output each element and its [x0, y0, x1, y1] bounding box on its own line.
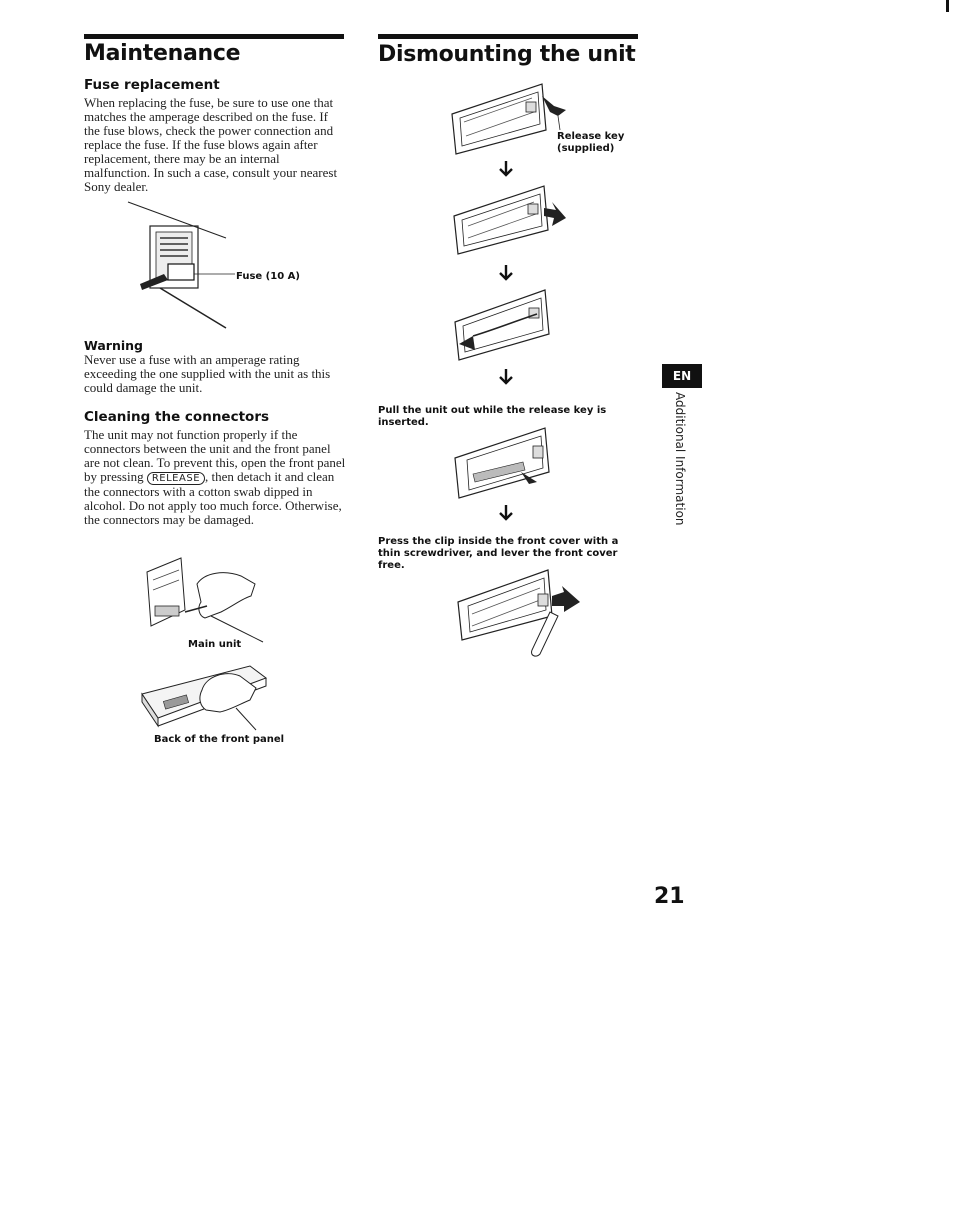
back-panel-caption: Back of the front panel: [154, 734, 285, 745]
dismounting-rule: [378, 34, 638, 39]
language-tab: EN: [662, 364, 702, 388]
fuse-text: When replacing the fuse, be sure to use one that matches the amperage described on the fuse. If the fuse blows, check the power connection and replace the fuse. If the fuse blows again after replacement, there may be an internal malfunction. In such a case, consult your nearest Sony dealer.: [84, 95, 338, 194]
dismounting-title: Dismounting the unit: [378, 42, 636, 67]
release-button-label: RELEASE: [147, 472, 205, 485]
down-arrow-icon: [498, 264, 514, 282]
main-unit-illustration: [145, 550, 270, 642]
unit-keys-inserted-illustration: [452, 180, 570, 256]
warning-heading: Warning: [84, 338, 143, 353]
page-number: 21: [654, 884, 685, 909]
down-arrow-icon: [498, 368, 514, 386]
cleaning-text-after: , then detach it and clean the connectors with a cotton swab dipped in alcohol. Do not apply too much force. Otherwise, the connectors may be damaged.: [84, 469, 342, 527]
cleaning-heading: Cleaning the connectors: [84, 409, 270, 425]
back-panel-illustration: [140, 660, 275, 732]
section-label: Additional Information: [673, 392, 687, 526]
cleaning-text: [84, 428, 346, 527]
warning-text: Never use a fuse with an amperage rating exceeding the one supplied with the unit as this could damage the unit.: [84, 352, 331, 395]
main-unit-caption: Main unit: [188, 639, 242, 650]
down-arrow-icon: [498, 160, 514, 178]
front-cover-screwdriver-illustration: [456, 566, 586, 658]
maintenance-title: Maintenance: [84, 41, 241, 66]
unit-release-key-illustration: [450, 80, 570, 156]
fuse-label: Fuse (10 A): [236, 271, 300, 282]
fuse-heading: Fuse replacement: [84, 77, 220, 93]
down-arrow-icon: [498, 504, 514, 522]
maintenance-rule: [84, 34, 344, 39]
corner-mark: [946, 0, 949, 12]
release-key-label: Release key (supplied): [557, 131, 625, 154]
step-pull-text: Pull the unit out while the release key is inserted.: [378, 405, 607, 428]
fuse-illustration: [120, 198, 230, 333]
unit-pulled-illustration: [453, 286, 555, 362]
cleaning-text-before: The unit may not function properly if the connectors between the unit and the front panel are not clean. To prevent this, open the front panel by pressing: [84, 427, 346, 484]
step-clip-text: Press the clip inside the front cover with a thin screwdriver, and lever the front cover free.: [378, 536, 619, 571]
unit-slide-out-illustration: [453, 422, 555, 502]
